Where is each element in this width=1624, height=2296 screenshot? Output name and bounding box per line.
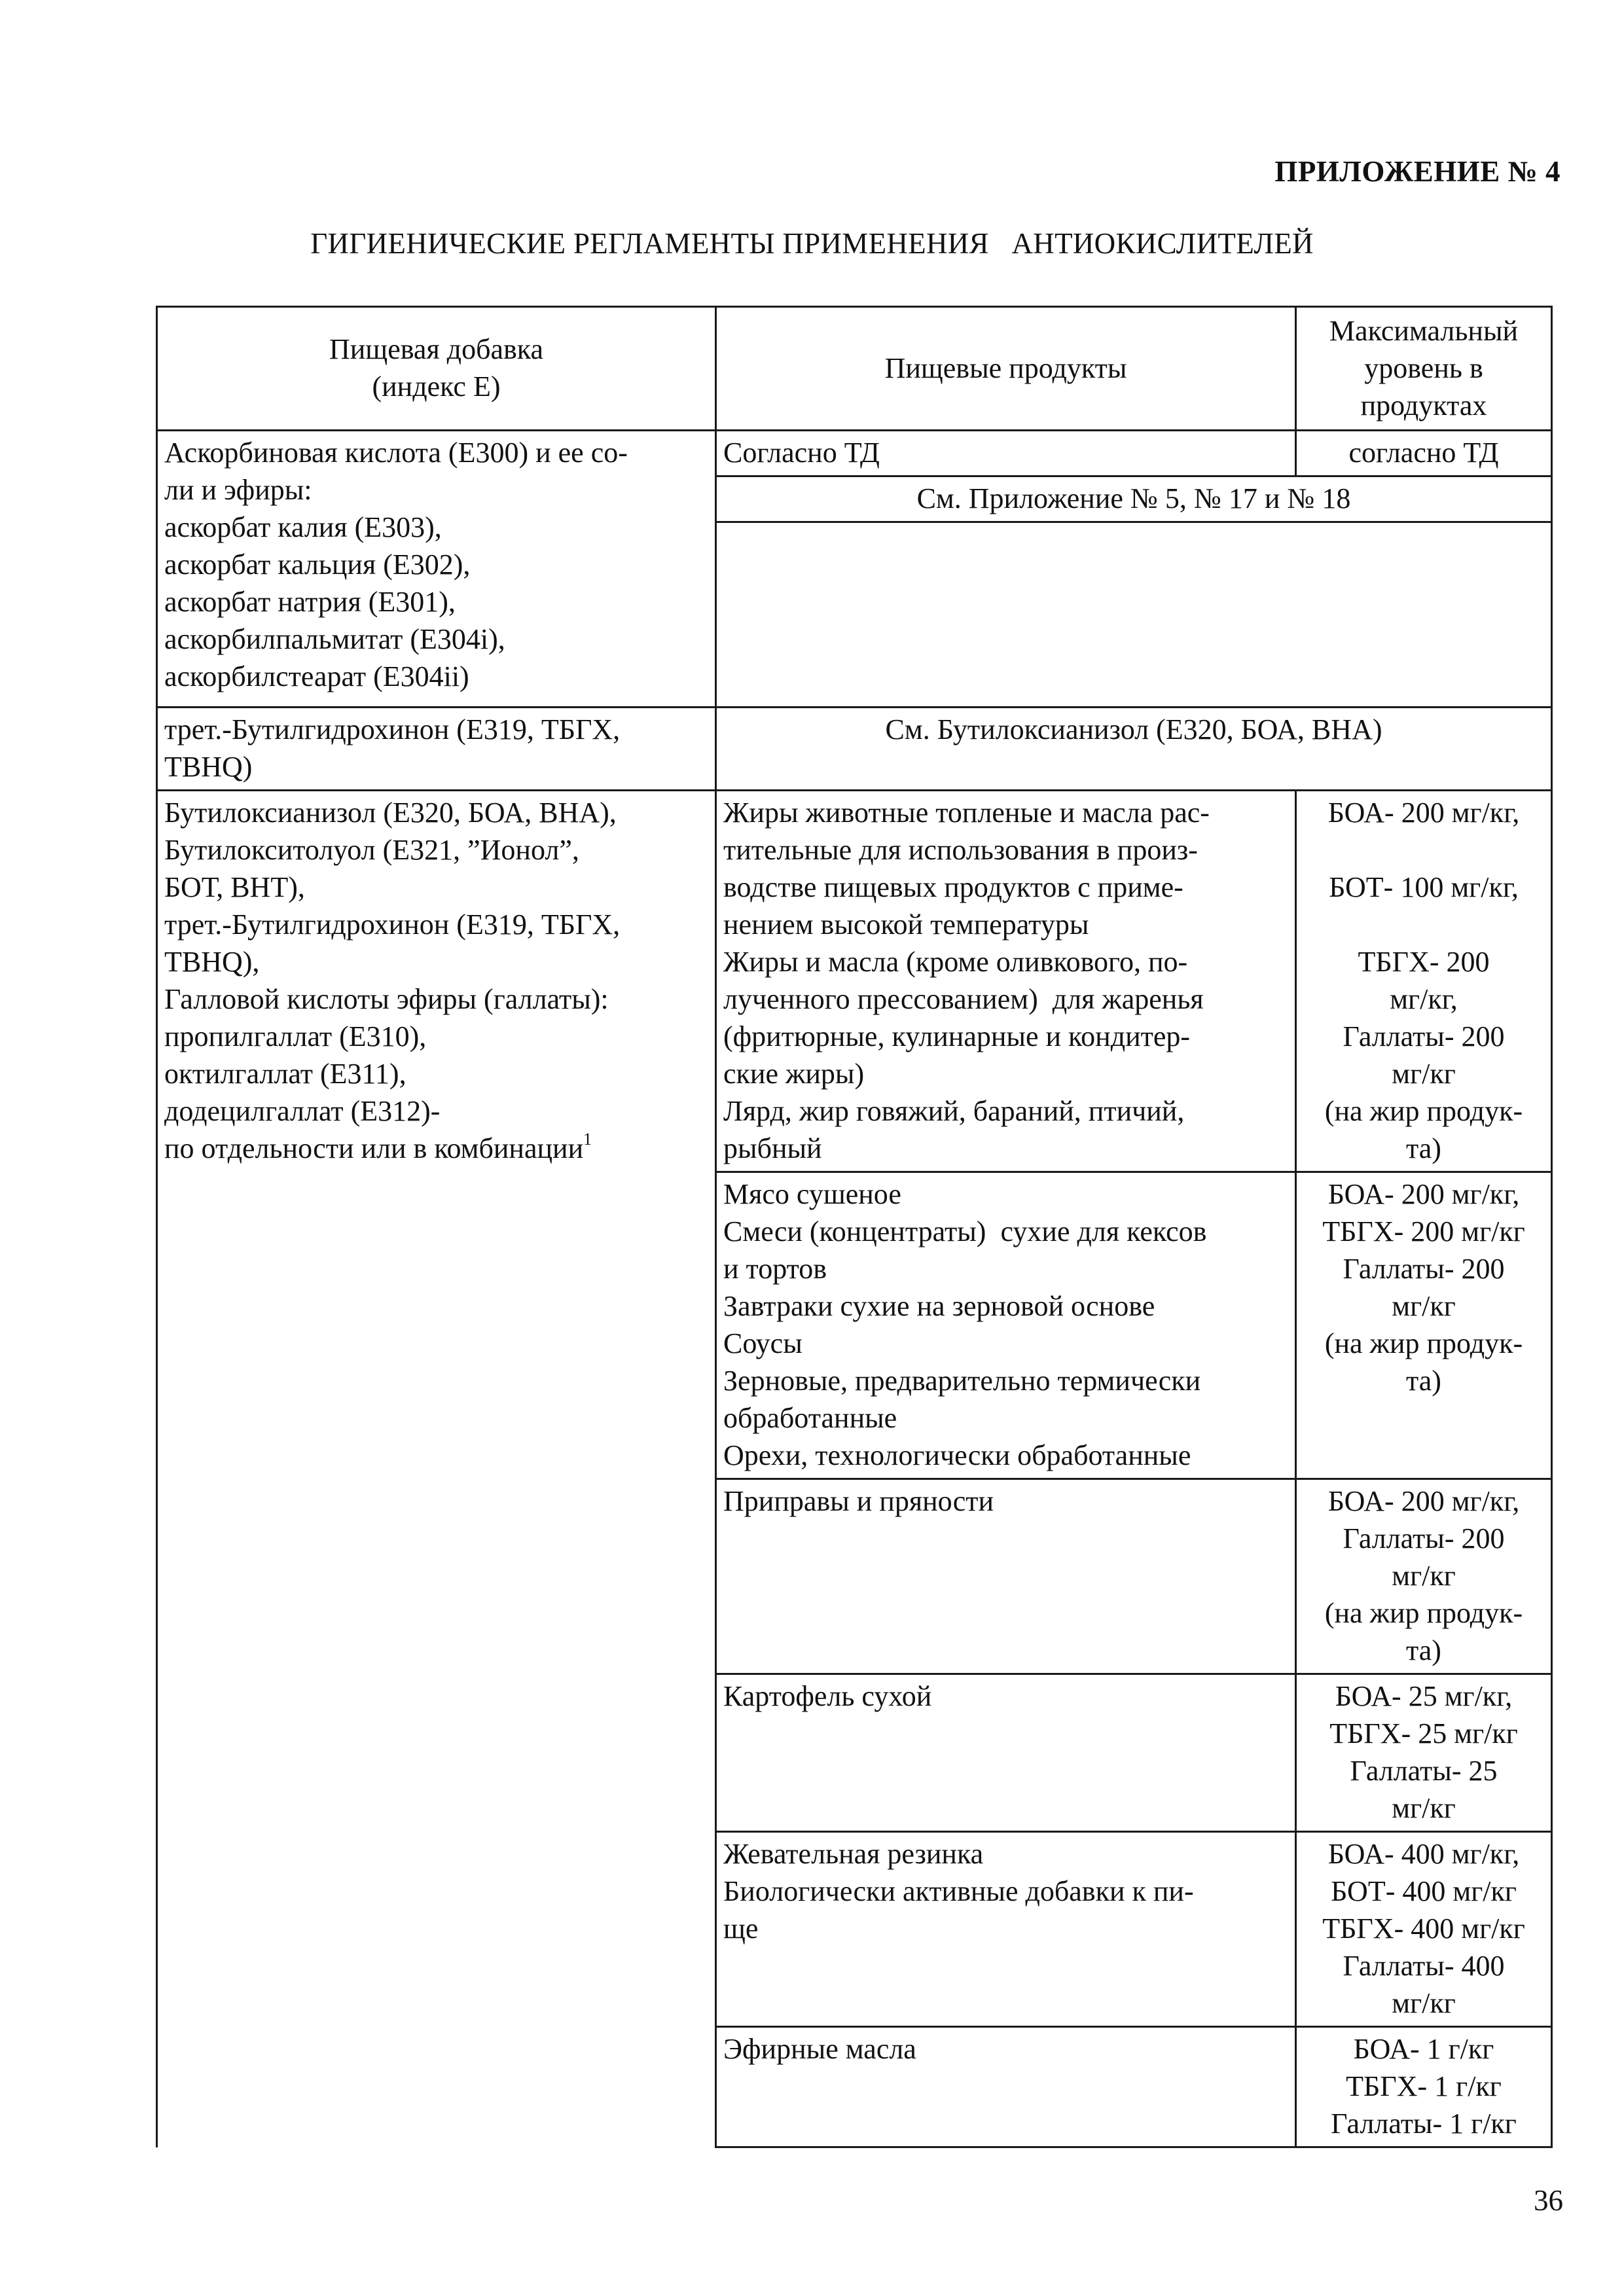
ascorbic-level-cell: согласно ТД [1296, 431, 1552, 476]
products-cell [716, 2027, 1296, 2147]
product-line: Эфирные масла [723, 2033, 916, 2065]
regulations-table [156, 306, 1553, 2148]
additive-line: аскорбилпальмитат (Е304i), [164, 623, 505, 655]
level-line: ТБГХ- 400 мг/кг [1322, 1912, 1525, 1945]
table-row [157, 431, 1552, 476]
product-line: Жиры животные топленые и масла рас- [723, 797, 1210, 829]
table-header-row [157, 307, 1552, 431]
additive-line: аскорбат натрия (Е301), [164, 586, 456, 618]
level-line: БОТ- 100 мг/кг, [1329, 871, 1519, 903]
product-line: нением высокой температуры [723, 908, 1089, 941]
additive-line: TBHQ), [164, 946, 260, 978]
products-cell [716, 1674, 1296, 1832]
level-line: ТБГХ- 25 мг/кг [1329, 1717, 1518, 1749]
level-line: БОА- 1 г/кг [1353, 2033, 1494, 2065]
header-max-level [1296, 307, 1552, 431]
product-line: рыбный [723, 1132, 822, 1164]
level-line: (на жир продук- [1324, 1095, 1523, 1127]
footnote-mark: 1 [583, 1130, 592, 1149]
additive-line: пропилгаллат (Е310), [164, 1020, 427, 1052]
appendix-label: ПРИЛОЖЕНИЕ № 4 [1274, 155, 1561, 188]
product-line: тительные для использования в произ- [723, 834, 1198, 866]
bha-additive-cell [157, 791, 716, 2147]
level-line: БОА- 25 мг/кг, [1335, 1680, 1513, 1712]
level-cell [1296, 1479, 1552, 1674]
ascorbic-empty-cell [716, 522, 1552, 708]
product-line: лученного прессованием) для жаренья [723, 983, 1204, 1015]
product-line: Картофель сухой [723, 1680, 932, 1712]
level-line: та) [1406, 1132, 1441, 1164]
ascorbic-products-cell: Согласно ТД [716, 431, 1296, 476]
level-cell [1296, 791, 1552, 1172]
page-number: 36 [1534, 2184, 1563, 2217]
products-cell [716, 1172, 1296, 1479]
product-line: и тортов [723, 1253, 827, 1285]
product-line: (фритюрные, кулинарные и кондитер- [723, 1020, 1191, 1052]
product-line: водстве пищевых продуктов с приме- [723, 871, 1183, 903]
table-row [157, 791, 1552, 1172]
tbhq-see-cell: См. Бутилоксианизол (Е320, БОА, ВНА) [716, 708, 1552, 791]
additive-line: аскорбат калия (Е303), [164, 511, 442, 543]
header-additive-line: (индекс Е) [372, 370, 501, 403]
level-line: БОА- 200 мг/кг, [1327, 1485, 1520, 1517]
products-cell [716, 1832, 1296, 2027]
product-line: Орехи, технологически обработанные [723, 1439, 1191, 1471]
level-line: та) [1406, 1365, 1441, 1397]
header-level-line: уровень в [1364, 351, 1483, 384]
level-line: БОТ- 400 мг/кг [1331, 1875, 1517, 1907]
product-line: Лярд, жир говяжий, бараний, птичий, [723, 1095, 1185, 1127]
additive-line-last [164, 1130, 708, 1167]
ascorbic-additive-cell [157, 431, 716, 708]
level-line: Галлаты- 200 [1343, 1020, 1505, 1052]
product-line: обработанные [723, 1402, 897, 1434]
additive-line: Галловой кислоты эфиры (галлаты): [164, 983, 609, 1015]
product-line: Жевательная резинка [723, 1838, 984, 1870]
level-line: (на жир продук- [1324, 1327, 1523, 1359]
level-line: БОА- 400 мг/кг, [1327, 1838, 1520, 1870]
level-line: мг/кг, [1390, 983, 1458, 1015]
level-line: Галлаты- 200 [1343, 1522, 1505, 1554]
level-line: БОА- 200 мг/кг, [1327, 1178, 1520, 1210]
level-spacer [1303, 831, 1544, 869]
product-line: Жиры и масла (кроме оливкового, по- [723, 946, 1188, 978]
additive-line: аскорбилстеарат (Е304ii) [164, 660, 469, 692]
level-line: Галлаты- 25 [1350, 1755, 1498, 1787]
header-additive [157, 307, 716, 431]
level-cell [1296, 1832, 1552, 2027]
products-cell [716, 791, 1296, 1172]
level-line: мг/кг [1392, 1792, 1456, 1824]
level-line: мг/кг [1392, 1290, 1456, 1322]
level-line: Галлаты- 1 г/кг [1331, 2108, 1517, 2140]
product-line: Мясо сушеное [723, 1178, 901, 1210]
level-line: Галлаты- 200 [1343, 1253, 1505, 1285]
level-cell [1296, 1674, 1552, 1832]
products-cell [716, 1479, 1296, 1674]
level-line: Галлаты- 400 [1343, 1950, 1505, 1982]
additive-text: по отдельности или в комбинации [164, 1132, 584, 1164]
additive-line: додецилгаллат (Е312)- [164, 1095, 441, 1127]
additive-line: TBHQ) [164, 751, 253, 783]
level-line: мг/кг [1392, 1987, 1456, 2019]
document-title-text: ГИГИЕНИЧЕСКИЕ РЕГЛАМЕНТЫ ПРИМЕНЕНИЯ АНТИОКИСЛИТЕЛЕЙ [310, 227, 1314, 260]
product-line: ще [723, 1912, 759, 1945]
level-line: ТБГХ- 200 [1358, 946, 1490, 978]
tbhq-additive-cell [157, 708, 716, 791]
additive-line: Аскорбиновая кислота (Е300) и ее со- [164, 437, 628, 469]
header-level-line: Максимальный [1329, 314, 1519, 347]
product-line: Завтраки сухие на зерновой основе [723, 1290, 1155, 1322]
table-row [157, 708, 1552, 791]
level-line: та) [1406, 1634, 1441, 1666]
product-line: Соусы [723, 1327, 803, 1359]
additive-line: Бутилокситолуол (Е321, ”Ионол”, [164, 834, 579, 866]
level-cell [1296, 2027, 1552, 2147]
level-line: ТБГХ- 1 г/кг [1346, 2070, 1502, 2102]
additive-line: октилгаллат (Е311), [164, 1058, 406, 1090]
additive-line: трет.-Бутилгидрохинон (Е319, ТБГХ, [164, 908, 621, 941]
level-line: БОА- 200 мг/кг, [1327, 797, 1520, 829]
additive-line: БОТ, ВНТ), [164, 871, 305, 903]
level-cell [1296, 1172, 1552, 1479]
additive-line: трет.-Бутилгидрохинон (Е319, ТБГХ, [164, 713, 621, 745]
level-line: (на жир продук- [1324, 1597, 1523, 1629]
product-line: ские жиры) [723, 1058, 865, 1090]
product-line: Зерновые, предварительно термически [723, 1365, 1201, 1397]
level-spacer [1303, 906, 1544, 943]
additive-line: аскорбат кальция (Е302), [164, 548, 471, 581]
level-line: мг/кг [1392, 1560, 1456, 1592]
header-additive-line: Пищевая добавка [329, 333, 543, 365]
product-line: Приправы и пряности [723, 1485, 994, 1517]
header-products: Пищевые продукты [716, 307, 1296, 431]
level-line: мг/кг [1392, 1058, 1456, 1090]
additive-line: ли и эфиры: [164, 474, 312, 506]
product-line: Смеси (концентраты) сухие для кексов [723, 1215, 1207, 1247]
document-title [0, 226, 1624, 260]
header-level-line: продуктах [1360, 389, 1487, 422]
product-line: Биологически активные добавки к пи- [723, 1875, 1194, 1907]
additive-line: Бутилоксианизол (Е320, БОА, ВНА), [164, 797, 617, 829]
ascorbic-see-appendix-cell: См. Приложение № 5, № 17 и № 18 [716, 476, 1552, 522]
level-line: ТБГХ- 200 мг/кг [1322, 1215, 1525, 1247]
